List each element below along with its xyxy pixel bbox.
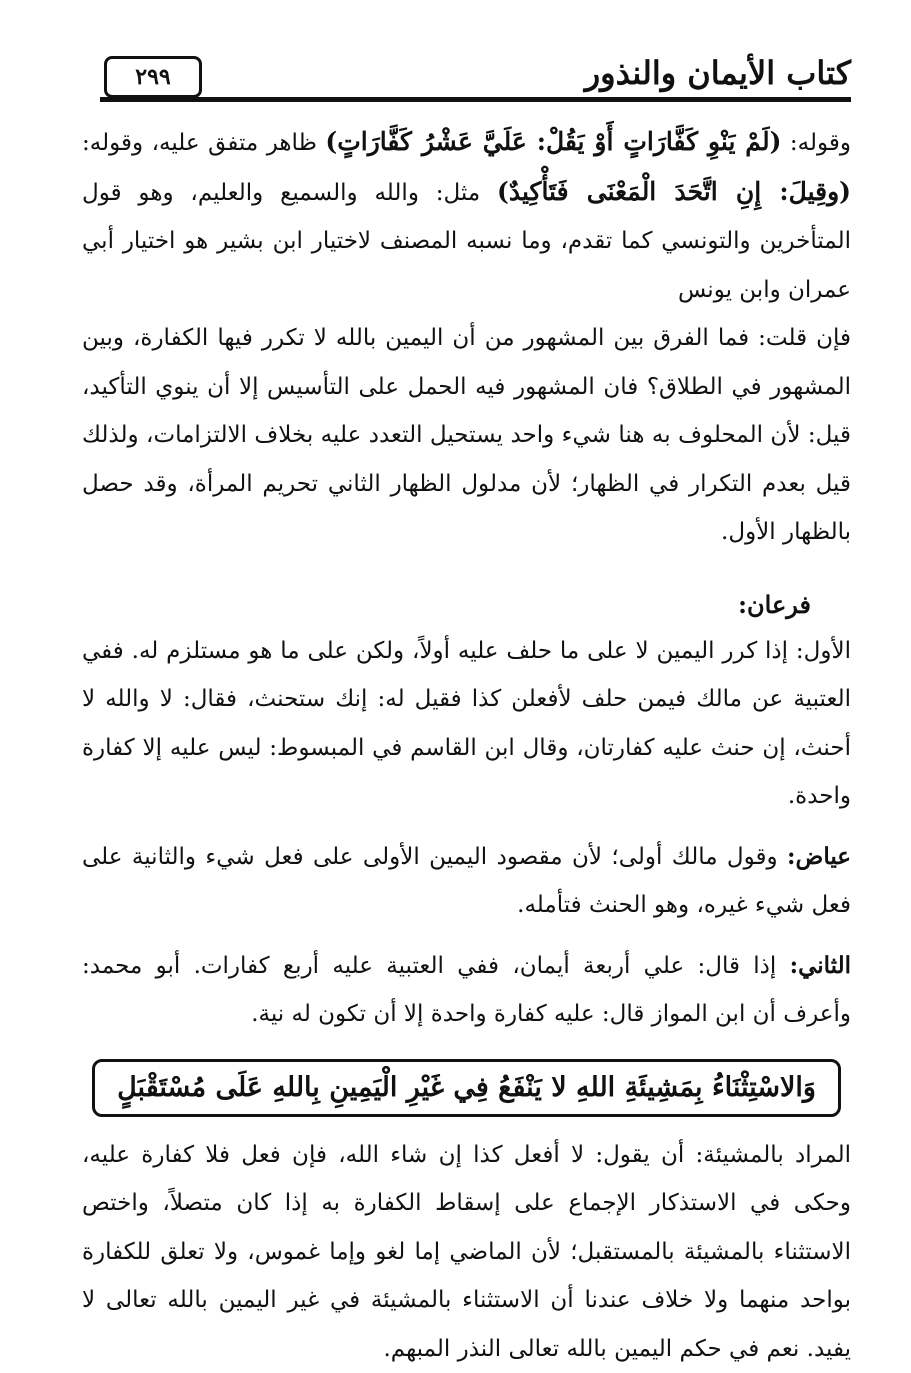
text-segment: مثل: والله والسميع والعليم، وهو قول المتأخرين والتونسي كما تقدم، وما نسبه المصنف لاختيار ابن بشير هو اختيار أبي عمران وابن يونس xyxy=(82,180,851,303)
text-segment: ظاهر متفق عليه، وقوله: xyxy=(82,130,325,156)
text-segment: وقول مالك أولى؛ لأن مقصود اليمين الأولى على فعل شيء والثانية على فعل شيء غيره، وهو الحنث فتأمله. xyxy=(82,844,851,919)
paragraph-first-branch: الأول: إذا كرر اليمين لا على ما حلف عليه أولاً، ولكن على ما هو مستلزم له. ففي العتبية عن مالك فيمن حلف لأفعلن كذا فقيل له: إنك ستحنث، فقال: لا والله لا أحنث، إن حنث عليه كفارتان، وقال ابن القاسم في المبسوط: ليس عليه إلا كفارة واحدة. xyxy=(82,627,851,821)
running-header xyxy=(100,50,851,102)
speaker-label: عياض: xyxy=(787,843,851,870)
matn-title-box: وَالاسْتِثْنَاءُ بِمَشِيئَةِ اللهِ لا يَنْفَعُ فِي غَيْرِ الْيَمِينِ بِاللهِ عَلَى مُسْتَقْبَلٍ xyxy=(92,1059,841,1117)
paragraph-iyad xyxy=(82,833,851,930)
paragraph-commentary-2: فإن قلت: فما الفرق بين المشهور من أن اليمين بالله لا تكرر فيها الكفارة، وبين المشهور في الطلاق؟ فان المشهور فيه الحمل على التأسيس إلا أن ينوي التأكيد، قيل: لأن المحلوف به هنا شيء واحد يستحيل التعدد عليه بخلاف الالتزامات، ولذلك قيل بعدم التكرار في الظهار؛ لأن مدلول الظهار الثاني تحريم المرأة، وقد حصل بالظهار الأول. xyxy=(82,314,851,557)
text-segment: وقوله: xyxy=(781,130,851,156)
header-rule xyxy=(100,97,851,102)
running-title: كتاب الأيمان والنذور xyxy=(585,54,851,92)
page-number: ٢٩٩ xyxy=(104,56,202,98)
branch-label: الثاني: xyxy=(790,952,851,979)
page-body xyxy=(82,118,851,1373)
text-segment: إذا قال: علي أربعة أيمان، ففي العتبية عليه أربع كفارات. أبو محمد: وأعرف أن ابن المواز قال: عليه كفارة واحدة إلا أن تكون له نية. xyxy=(82,953,851,1028)
paragraph-second-branch xyxy=(82,942,851,1039)
paragraph-commentary-3: المراد بالمشيئة: أن يقول: لا أفعل كذا إن شاء الله، فإن فعل فلا كفارة عليه، وحكى في الاستذكار الإجماع على إسقاط الكفارة به إذا كان متصلاً، واختص الاستثناء بالمشيئة بالمستقبل؛ لأن الماضي إما لغو وإما غموس، ولا تعلق للكفارة بواحد منهما ولا خلاف عندنا أن الاستثناء بالمشيئة في غير اليمين بالله تعالى لا يفيد. نعم في حكم اليمين بالله تعالى النذر المبهم. xyxy=(82,1131,851,1373)
section-heading: فرعان: xyxy=(82,583,851,627)
matn-quote: (لَمْ يَنْوِ كَفَّارَاتٍ أَوْ يَقُلْ: عَلَيَّ عَشْرُ كَفَّارَاتٍ) xyxy=(325,127,781,156)
matn-quote: (وقِيلَ: إِنِ اتَّحَدَ الْمَعْنَى فَتَأْكِيدٌ) xyxy=(497,177,851,206)
paragraph-commentary-1 xyxy=(82,118,851,314)
